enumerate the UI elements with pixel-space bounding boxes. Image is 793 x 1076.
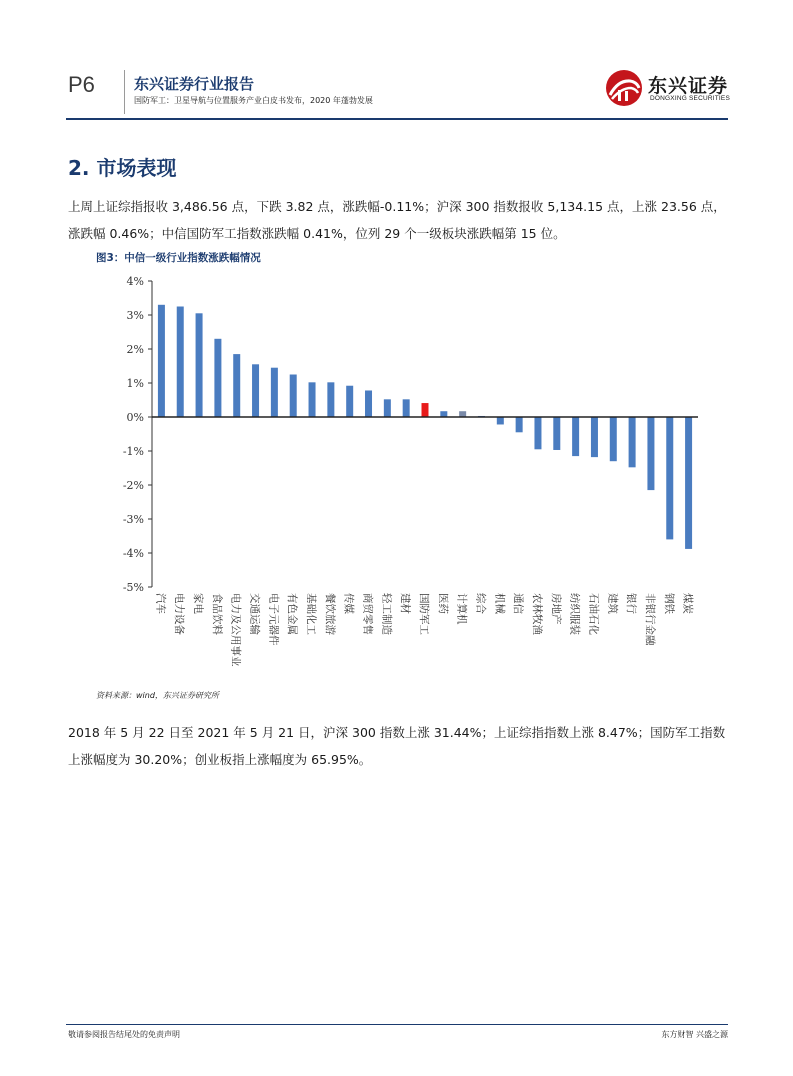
bar-通信 — [516, 417, 523, 432]
report-title: 东兴证券行业报告 — [134, 75, 255, 93]
bar-电子元器件 — [271, 368, 278, 417]
bar-建筑 — [610, 417, 617, 461]
category-label: 基础化工 — [305, 593, 318, 635]
bar-银行 — [629, 417, 636, 467]
category-label: 通信 — [512, 593, 525, 614]
page-number: P6 — [68, 72, 95, 97]
y-tick-label: 4% — [126, 275, 144, 288]
footer-rule — [66, 1024, 728, 1025]
category-label: 钢铁 — [662, 593, 675, 614]
bar-有色金属 — [290, 375, 297, 418]
bar-机械 — [497, 417, 504, 424]
category-label: 电力设备 — [173, 593, 186, 635]
bar-煤炭 — [685, 417, 692, 549]
y-tick-label: -3% — [122, 513, 144, 526]
category-label: 机械 — [493, 593, 506, 614]
bar-商贸零售 — [365, 390, 372, 417]
footer-slogan: 东方财智 兴盛之源 — [661, 1030, 728, 1039]
market-summary-paragraph: 上周上证综指报收 3,486.56 点，下跌 3.82 点，涨跌幅-0.11%；沪深 300 指数报收 5,134.15 点，上涨 23.56 点，涨跌幅 0.46%；中信国防军工指数涨跌幅 0.41%，位列 29 个一级板块涨跌幅第 15 位。 — [68, 199, 726, 241]
report-subtitle: 国防军工：卫星导航与位置服务产业白皮书发布，2020 年蓬勃发展 — [134, 96, 373, 105]
section-heading: 2. 市场表现 — [68, 156, 177, 180]
category-label: 综合 — [474, 593, 487, 614]
category-label: 轻工制造 — [380, 593, 393, 635]
company-logo — [604, 68, 734, 108]
bar-钢铁 — [666, 417, 673, 539]
y-tick-label: 1% — [126, 377, 144, 390]
category-label: 医药 — [436, 593, 449, 614]
category-label: 食品饮料 — [210, 593, 223, 635]
y-tick-label: -1% — [122, 445, 144, 458]
bar-电力及公用事业 — [233, 354, 240, 417]
logo-text-en: DONGXING SECURITIES — [650, 95, 731, 102]
category-label: 家电 — [192, 593, 205, 614]
figure-caption: 图3：中信一级行业指数涨跌幅情况 — [96, 252, 261, 264]
category-label: 银行 — [625, 593, 638, 614]
industry-performance-chart — [94, 268, 714, 688]
bar-汽车 — [158, 305, 165, 417]
category-label: 交通运输 — [248, 593, 261, 635]
bar-交通运输 — [252, 364, 259, 417]
bar-石油石化 — [591, 417, 598, 457]
bar-传媒 — [346, 386, 353, 417]
bar-食品饮料 — [214, 339, 221, 417]
index-performance-paragraph: 2018 年 5 月 22 日至 2021 年 5 月 21 日，沪深 300 指数上涨 31.44%；上证综指指数上涨 8.47%；国防军工指数上涨幅度为 30.20%；创业板指上涨幅度为 65.95%。 — [68, 725, 726, 767]
category-label: 房地产 — [549, 593, 562, 625]
bar-非银行金融 — [647, 417, 654, 490]
category-label: 国防军工 — [418, 593, 430, 635]
category-label: 煤炭 — [681, 593, 694, 614]
bar-餐饮旅游 — [327, 382, 334, 417]
category-label: 汽车 — [154, 593, 167, 614]
category-label: 石油石化 — [587, 593, 600, 635]
category-label: 计算机 — [455, 593, 468, 625]
bar-建材 — [403, 399, 410, 417]
y-tick-label: -5% — [122, 581, 144, 594]
y-tick-label: 3% — [126, 309, 144, 322]
disclaimer-note: 敬请参阅报告结尾处的免责声明 — [68, 1030, 180, 1039]
bar-医药 — [440, 411, 447, 417]
y-tick-label: 0% — [126, 411, 144, 424]
category-label: 非银行金融 — [643, 593, 656, 646]
logo-mark-icon — [604, 68, 644, 108]
category-label: 有色金属 — [286, 593, 299, 635]
category-label: 商贸零售 — [361, 593, 374, 635]
bar-农林牧渔 — [534, 417, 541, 449]
bar-国防军工 — [422, 403, 429, 417]
bar-基础化工 — [309, 382, 316, 417]
y-tick-label: -4% — [122, 547, 144, 560]
y-tick-label: 2% — [126, 343, 144, 356]
bar-房地产 — [553, 417, 560, 450]
bar-家电 — [196, 313, 203, 417]
header-rule — [66, 118, 728, 120]
bar-纺织服装 — [572, 417, 579, 456]
figure-source: 资料来源：wind，东兴证券研究所 — [96, 691, 219, 700]
category-label: 传媒 — [342, 593, 355, 614]
bar-计算机 — [459, 411, 466, 417]
category-label: 餐饮旅游 — [323, 593, 336, 635]
logo-text-cn: 东兴证券 — [648, 75, 729, 97]
bar-轻工制造 — [384, 399, 391, 417]
category-label: 电力及公用事业 — [229, 593, 242, 667]
category-label: 电子元器件 — [267, 593, 280, 646]
header-divider — [124, 70, 125, 114]
category-label: 建材 — [399, 593, 412, 614]
category-label: 建筑 — [606, 593, 619, 614]
category-label: 纺织服装 — [568, 593, 581, 635]
bar-电力设备 — [177, 307, 184, 418]
category-label: 农林牧渔 — [530, 593, 543, 635]
y-tick-label: -2% — [122, 479, 144, 492]
